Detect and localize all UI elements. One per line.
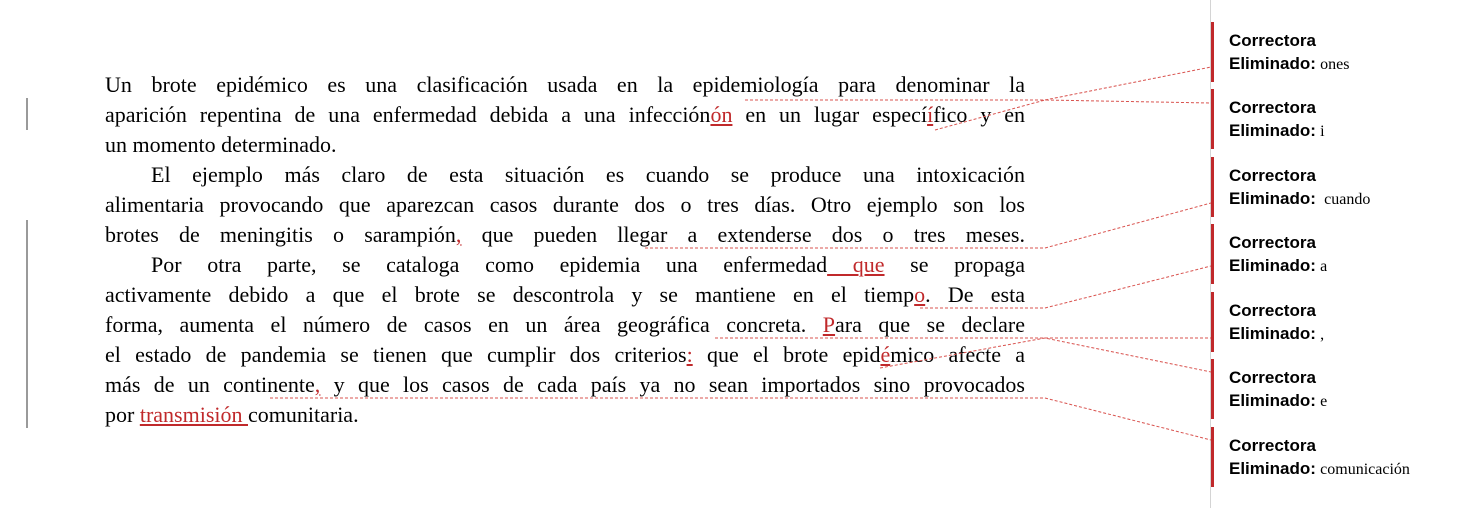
text-run: un momento determinado.	[105, 132, 337, 157]
text-run: . De esta	[925, 282, 1025, 307]
deleted-text: e	[1320, 393, 1328, 410]
text-run: brotes de meningitis o sarampión	[105, 222, 456, 247]
comment-author: Correctora	[1229, 368, 1316, 387]
inserted-text[interactable]: ,	[455, 222, 462, 247]
deleted-label: Eliminado:	[1229, 324, 1316, 343]
text-run: El ejemplo más claro de esta situación es cuando se produce una intoxicación	[151, 162, 1025, 187]
text-run: Un brote epidémico es una clasificación usada en la epidemiología para denominar la	[105, 72, 1025, 97]
text-run: y que los casos de cada país ya no sean importados sino provocados	[320, 372, 1025, 397]
inserted-text[interactable]: ón	[710, 102, 733, 127]
text-run: activamente debido a que el brote se descontrola y se mantiene en el tiemp	[105, 282, 915, 307]
deleted-label: Eliminado:	[1229, 54, 1316, 73]
balloon-bar	[1211, 224, 1214, 284]
deleted-text: comunicación	[1320, 461, 1410, 478]
text-run: alimentaria provocando que aparezcan casos durante dos o tres días. Otro ejemplo son los	[105, 192, 1025, 217]
inserted-text[interactable]: o	[914, 282, 926, 307]
text-run: Por otra parte, se cataloga como epidemia una enfermedad	[151, 252, 828, 277]
deleted-text-row	[1229, 255, 1327, 278]
comment-author: Correctora	[1229, 98, 1316, 117]
inserted-text[interactable]: é	[880, 342, 891, 367]
comment-author: Correctora	[1229, 233, 1316, 252]
balloon-bar	[1211, 157, 1214, 217]
deleted-text: ones	[1320, 56, 1350, 73]
comment-author: Correctora	[1229, 166, 1316, 185]
leader-line	[920, 266, 1211, 308]
deleted-text: i	[1320, 123, 1325, 140]
text-run: en un lugar especí	[732, 102, 928, 127]
inserted-text[interactable]: P	[822, 312, 836, 337]
comment-author: Correctora	[1229, 301, 1316, 320]
text-run: el estado de pandemia se tienen que cumplir dos criterios	[105, 342, 687, 367]
deleted-text-row	[1229, 458, 1410, 481]
inserted-text[interactable]: :	[686, 342, 693, 367]
text-run: que el brote epid	[692, 342, 881, 367]
balloon-bar	[1211, 427, 1214, 487]
text-run: que pueden llegar a extenderse dos o tres meses.	[461, 222, 1025, 247]
inserted-text[interactable]: í	[927, 102, 934, 127]
balloon-bar	[1211, 89, 1214, 149]
text-run: aparición repentina de una enfermedad debida a una infección	[105, 102, 711, 127]
text-run: forma, aumenta el número de casos en un área geográfica concreta.	[105, 312, 823, 337]
deleted-label: Eliminado:	[1229, 121, 1316, 140]
deleted-text-row	[1229, 390, 1327, 413]
revision-balloon[interactable]	[1211, 89, 1451, 149]
deleted-text: a	[1320, 258, 1328, 275]
comment-author: Correctora	[1229, 436, 1316, 455]
leader-line	[880, 338, 1211, 372]
text-run: fico y en	[933, 102, 1025, 127]
leader-line	[935, 100, 1211, 130]
text-run: por	[105, 402, 140, 427]
leader-line	[645, 203, 1211, 248]
deleted-label: Eliminado:	[1229, 189, 1316, 208]
inserted-text[interactable]: ,	[314, 372, 321, 397]
deleted-label: Eliminado:	[1229, 256, 1316, 275]
deleted-text-row	[1229, 323, 1324, 346]
leader-line	[270, 398, 1211, 440]
text-run: más de un continente	[105, 372, 315, 397]
balloon-bar	[1211, 292, 1214, 352]
revision-balloon[interactable]	[1211, 359, 1451, 419]
deleted-text: cuando	[1320, 191, 1371, 208]
revision-balloon[interactable]	[1211, 292, 1451, 352]
inserted-text[interactable]: transmisión	[139, 402, 248, 427]
comment-author: Correctora	[1229, 31, 1316, 50]
text-run: se propaga	[884, 252, 1026, 277]
deleted-text-row	[1229, 188, 1370, 211]
deleted-text-row	[1229, 53, 1349, 76]
text-run: mico afecte a	[890, 342, 1025, 367]
inserted-text[interactable]: que	[827, 252, 885, 277]
deleted-label: Eliminado:	[1229, 459, 1316, 478]
deleted-text-row	[1229, 120, 1325, 143]
deleted-label: Eliminado:	[1229, 391, 1316, 410]
revision-balloon[interactable]	[1211, 427, 1451, 487]
revision-balloon[interactable]	[1211, 22, 1451, 82]
leader-line	[745, 67, 1211, 100]
revision-balloon[interactable]	[1211, 157, 1451, 217]
balloon-bar	[1211, 22, 1214, 82]
balloon-bar	[1211, 359, 1214, 419]
deleted-text: ,	[1320, 326, 1325, 343]
text-run: ara que se declare	[835, 312, 1026, 337]
revision-balloon[interactable]	[1211, 224, 1451, 284]
text-run: comunitaria.	[248, 402, 359, 427]
